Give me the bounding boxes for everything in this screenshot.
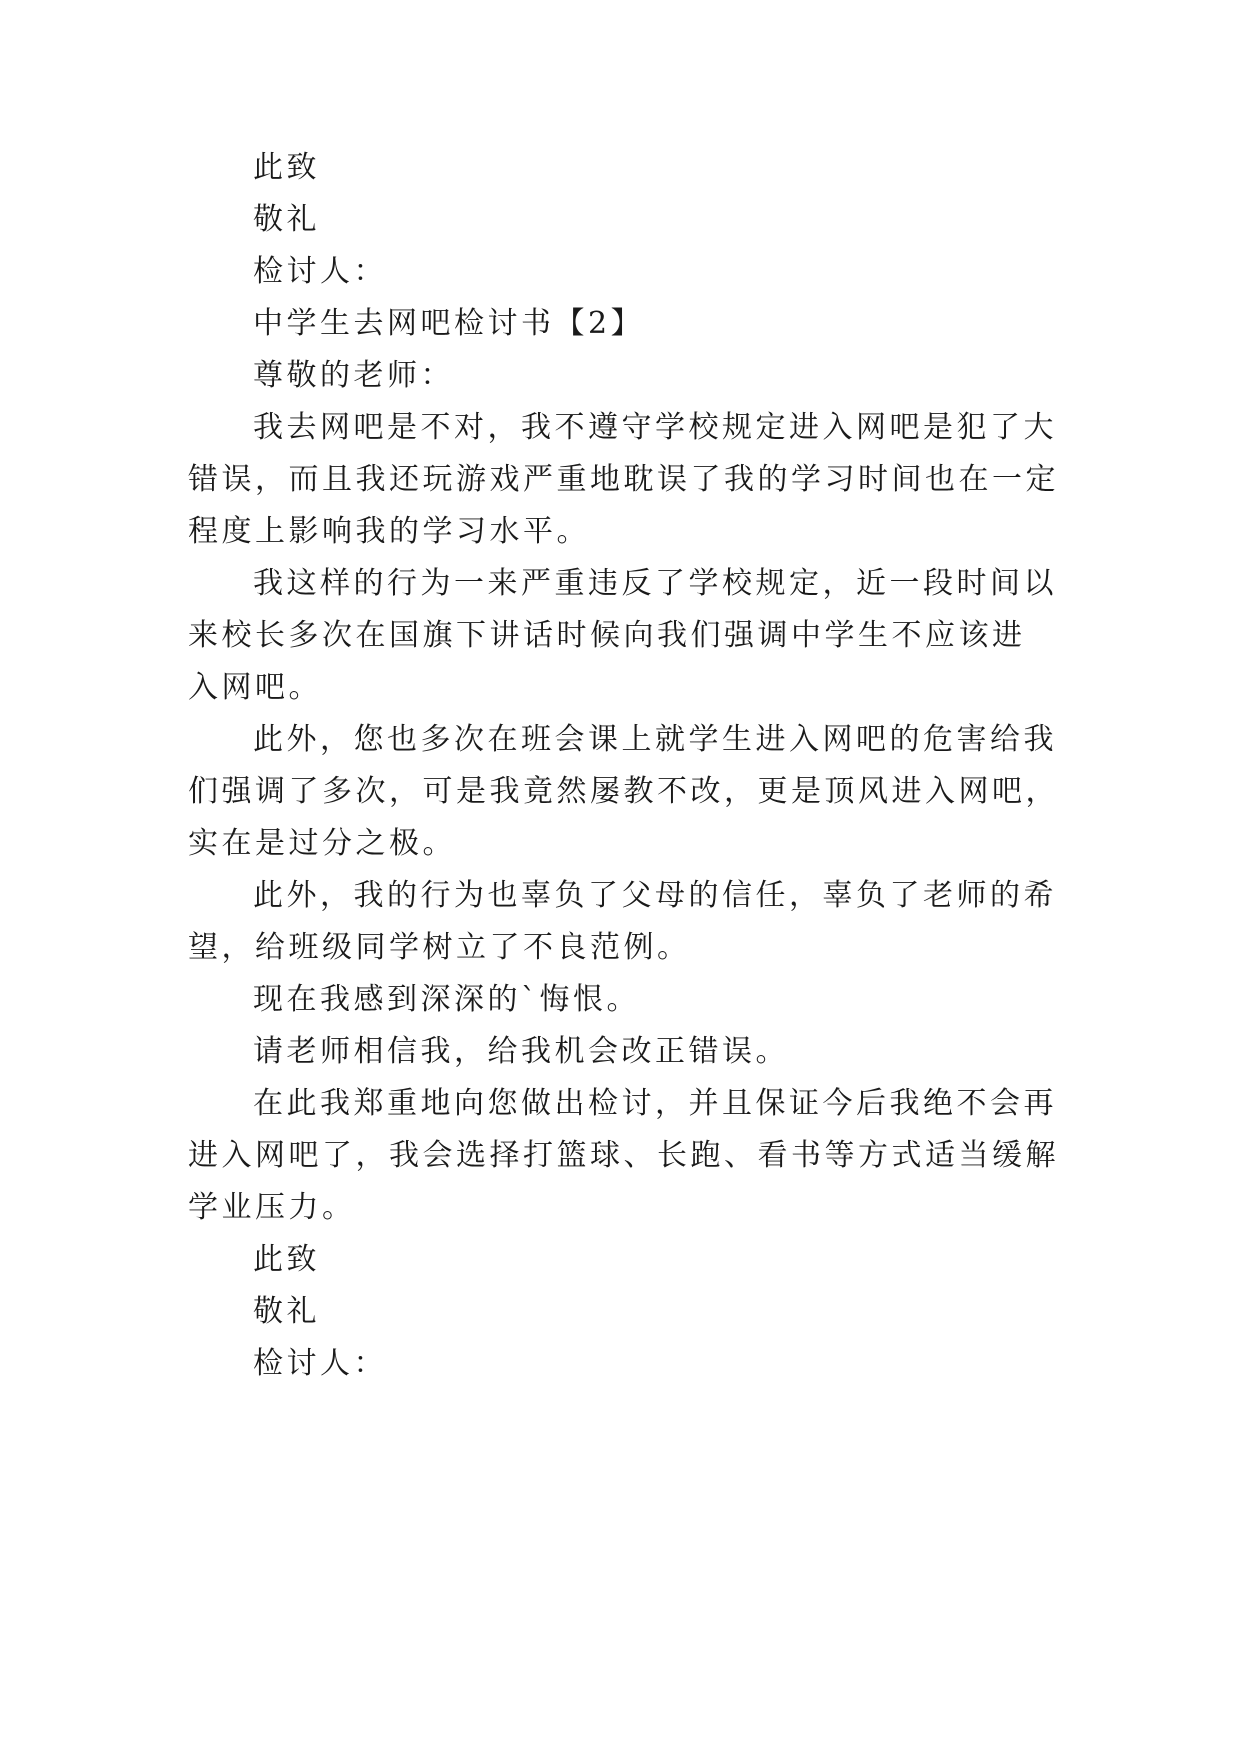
paragraph-line: 学业压力。 xyxy=(188,1190,356,1225)
paragraph-line: 错误，而且我还玩游戏严重地耽误了我的学习时间也在一定 xyxy=(188,462,1059,497)
paragraph-line: 来校长多次在国旗下讲话时候向我们强调中学生不应该进 xyxy=(188,618,1026,653)
paragraph-line: 望，给班级同学树立了不良范例。 xyxy=(188,930,691,965)
paragraph-line: 在此我郑重地向您做出检讨，并且保证今后我绝不会再 xyxy=(253,1086,1057,1121)
paragraph-line: 此外，您也多次在班会课上就学生进入网吧的危害给我 xyxy=(253,722,1057,757)
section-title: 中学生去网吧检讨书【2】 xyxy=(253,306,645,341)
signer-label: 检讨人： xyxy=(253,1346,387,1381)
closing-salutation: 敬礼 xyxy=(253,202,320,237)
paragraph-line: 我这样的行为一来严重违反了学校规定，近一段时间以 xyxy=(253,566,1057,601)
greeting: 尊敬的老师： xyxy=(253,358,454,393)
paragraph-line: 们强调了多次，可是我竟然屡教不改，更是顶风进入网吧， xyxy=(188,774,1059,809)
paragraph-line: 进入网吧了，我会选择打篮球、长跑、看书等方式适当缓解 xyxy=(188,1138,1059,1173)
paragraph-line: 现在我感到深深的`悔恨。 xyxy=(253,982,640,1017)
closing-salutation: 敬礼 xyxy=(253,1294,320,1329)
paragraph-line: 此外，我的行为也辜负了父母的信任，辜负了老师的希 xyxy=(253,878,1057,913)
paragraph-line: 程度上影响我的学习水平。 xyxy=(188,514,590,549)
paragraph-line: 请老师相信我，给我机会改正错误。 xyxy=(253,1034,789,1069)
paragraph-line: 我去网吧是不对，我不遵守学校规定进入网吧是犯了大 xyxy=(253,410,1057,445)
closing-salutation: 此致 xyxy=(253,150,320,185)
paragraph-line: 入网吧。 xyxy=(188,670,322,705)
closing-salutation: 此致 xyxy=(253,1242,320,1277)
paragraph-line: 实在是过分之极。 xyxy=(188,826,456,861)
signer-label: 检讨人： xyxy=(253,254,387,289)
